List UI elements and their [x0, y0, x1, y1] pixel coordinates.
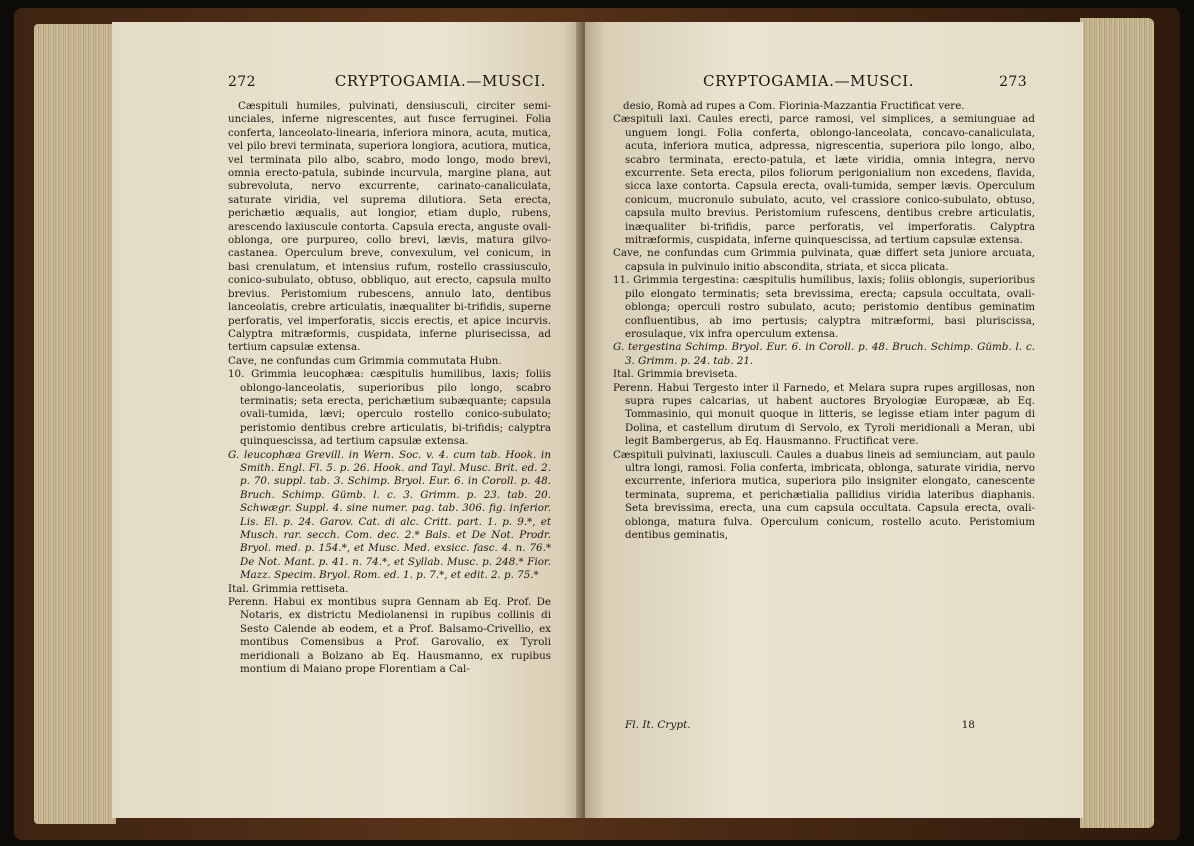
right-page-text [613, 100, 1035, 542]
species-entry-10: 10. Grimmia leucophæa: cæspitulis humilibus, laxis; foliis oblongo-lanceolatis, superioribus pilo longo, scabro terminatis; seta erecta, perichætium subæquante; capsula ovali-tumida, lævi; operculo rostello conico-subulato; peristomio dentibus crebre articulatis, bi-trifidis; calyptra quinquescissa, ad tertium capsulæ extensa. [228, 368, 551, 448]
right-running-head: CRYPTOGAMIA.—MUSCI. [703, 72, 915, 90]
left-page-number: 272 [228, 74, 256, 90]
right-final-description: Cæspituli pulvinati, laxiusculi. Caules a duabus lineis ad semiunciam, aut paulo ultra longi, ramosi. Folia conferta, imbricata, oblonga, saturate viridia, nervo excurrente, inferiora mutica, superiora pilo insigniter elongato, canescente terminata, suprema, et perichætialia pallidius viridia lateribus diaphanis. Seta brevissima, erecta, una cum capsula occultata. Capsula erecta, ovali-oblonga, matura fulva. Operculum conicum, rostello acuto. Peristomium dentibus geminatis, [613, 448, 1035, 541]
right-page-header [703, 72, 1027, 90]
left-page [112, 22, 582, 818]
species-entry-11: 11. Grimmia tergestina: cæspitulis humilibus, laxis; foliis oblongis, superioribus pilo elongato terminatis; seta brevissima, erecta; capsula occultata, ovali-oblonga; operculi rostro subulato, acuto; peristomio dentibus geminatim confluentibus, ab imo pertusis; calyptra mitræformi, basi pluriscissa, erosulaque, vix infra operculum extensa. [613, 274, 1035, 340]
right-habitat-paragraph: Perenn. Habui Tergesto inter il Farnedo, et Melara supra rupes argillosas, non supra rupes calcarias, ut habent auctores Bryologiæ Europææ, ab Eq. Tommasinio, qui monuit quoque in litteris, se legisse etiam inter pagum di Dolina, et castellum dirutum di Servolo, ex Tyroli meridionali a Meran, ubi legit Bambergerus, ab Eq. Hausmanno. Fructificat vere. [613, 381, 1035, 448]
left-synonymy-references: G. leucophæa Grevill. in Wern. Soc. v. 4. cum tab. Hook. in Smith. Engl. Fl. 5. p. 26. Hook. and Tayl. Musc. Brit. ed. 2. p. 70. suppl. tab. 3. Schimp. Bryol. Eur. 6. in Coroll. p. 48. Bruch. Schimp. Gümb. l. c. 3. Grimm. p. 23. tab. 20. Schwægr. Suppl. 4. sine numer. pag. tab. 306. fig. inferior. Lis. El. p. 24. Garov. Cat. di alc. Critt. part. 1. p. 9.*, et Musch. rar. secch. Com. dec. 2.* Bals. et De Not. Prodr. Bryol. med. p. 154.*, et Musc. Med. exsicc. fasc. 4. n. 76.* De Not. Mant. p. 41. n. 74.*, et Syllab. Musc. p. 248.* Fior. Mazz. Specim. Bryol. Rom. ed. 1. p. 7.*, et edit. 2. p. 75.* [228, 448, 551, 582]
footer-series-title: Fl. It. Crypt. [625, 719, 691, 731]
left-page-header [228, 72, 546, 90]
right-italian-name: Ital. Grimmia breviseta. [613, 368, 738, 381]
left-page-edges [34, 24, 116, 824]
right-page-number: 273 [999, 74, 1027, 90]
right-description-paragraph: Cæspituli laxi. Caules erecti, parce ramosi, vel simplices, a semiunguae ad unguem longi. Folia conferta, oblongo-lanceolata, concavo-canaliculata, acuta, inferiora mutica, adpressa, nigrescentia, superiora pilo longo, albo, scabro terminata, erecto-patula, et læte viridia, omnia integra, nervo excurrente. Seta erecta, pilos foliorum perigonialium non excedens, flavida, sicca laxe contorta. Capsula erecta, ovali-tumida, semper lævis. Operculum conicum, mucronulo subulato, acuto, vel crassiore conico-subulato, obtuso, capsula multo brevius. Peristomium rufescens, dentibus crebre articulatis, inæqualiter bi-trifidis, parce perforatis, vel imperforatis. Calyptra mitræformis, cuspidata, inferne quinquescissa, ad tertium capsulæ extensa. [613, 113, 1035, 247]
right-page-edges [1080, 18, 1154, 828]
right-page [585, 22, 1083, 818]
right-cave-note: Cave, ne confundas cum Grimmia pulvinata, quæ differt seta juniore arcuata, capsula in pulvinulo initio abscondita, striata, et sicca plicata. [613, 247, 1035, 273]
right-continuation-paragraph: desio, Romà ad rupes a Com. Fiorinia-Mazzantia Fructificat vere. [623, 100, 965, 112]
left-italian-name: Ital. Grimmia rettiseta. [228, 582, 349, 595]
left-page-text [228, 100, 551, 676]
right-page-footer [625, 719, 975, 731]
footer-signature-mark: 18 [961, 719, 975, 731]
left-running-head: CRYPTOGAMIA.—MUSCI. [334, 72, 546, 90]
left-description-paragraph: Cæspituli humiles, pulvinati, densiusculi, circiter semi-unciales, inferne nigrescentes, aut fusce ferruginei. Folia conferta, lanceolato-linearia, inferiora minora, acuta, mutica, vel pilo brevi terminata, superiora longiora, acutiora, mutica, vel terminata pilo albo, scabro, modo longo, modo brevi, omnia erecto-patula, subinde incurvula, margine plana, aut subrevoluta, nervo excurrente, carinato-canaliculata, saturate viridia, vel suprema dilutiora. Seta erecta, perichætio æqualis, aut longior, etiam duplo, rubens, arescendo laxiuscule contorta. Capsula erecta, anguste ovali-oblonga, ore purpureo, collo brevi, lævis, matura gilvo-castanea. Operculum breve, convexulum, vel conicum, in basi crenulatum, et intensius rufum, rostello crassiusculo, conico-subulato, obtuso, obbliquo, aut erecto, capsula multo brevius. Peristomium rubescens, annulo lato, dentibus lanceolatis, crebre articulatis, inæqualiter bi-trifidis, superne perforatis, vel imperforatis, siccis erectis, et apice incurvis. Calyptra mitræformis, cuspidata, inferne plurisecissa, ad tertium capsulæ extensa. [228, 100, 551, 354]
left-cave-note: Cave, ne confundas cum Grimmia commutata Hubn. [228, 354, 502, 367]
left-habitat-paragraph: Perenn. Habui ex montibus supra Gennam ab Eq. Prof. De Notaris, ex districtu Mediolanensi in rupibus collinis di Sesto Calende ab eodem, et a Prof. Balsamo-Crivellio, ex montibus Comensibus a Prof. Garovalio, ex Tyroli meridionali a Bolzano ab Eq. Hausmanno, ex rupibus montium di Maiano prope Florentiam a Cal- [228, 596, 551, 676]
right-synonymy-references: G. tergestina Schimp. Bryol. Eur. 6. in Coroll. p. 48. Bruch. Schimp. Gümb. l. c. 3. Grimm. p. 24. tab. 21. [613, 341, 1035, 367]
